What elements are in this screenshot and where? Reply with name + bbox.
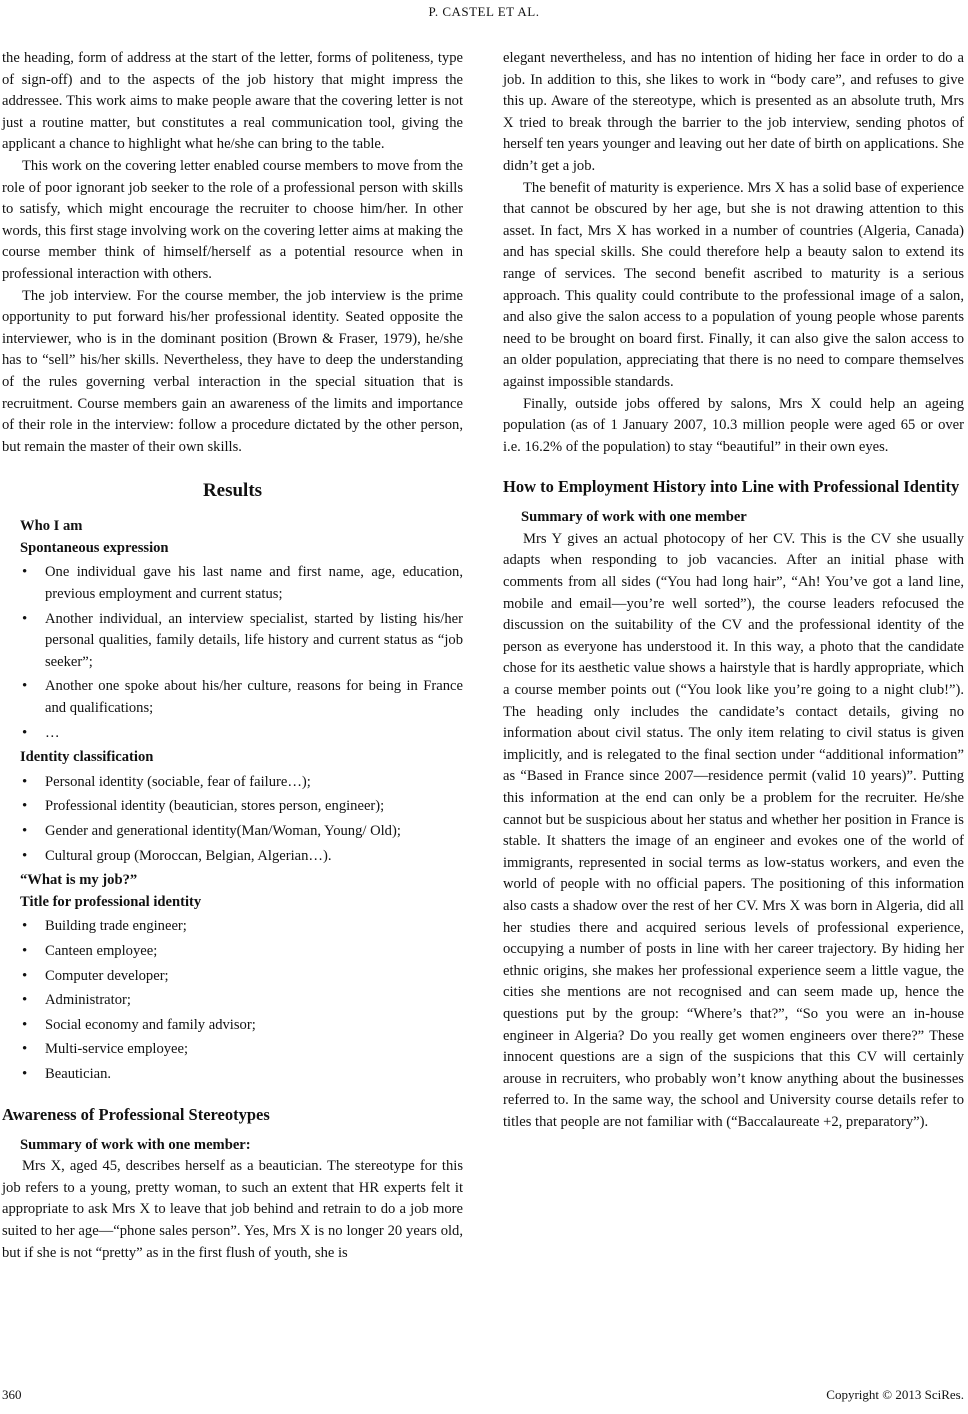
list-item: • Social economy and family advisor; [20, 1015, 463, 1037]
list-item: • Another individual, an interview specialist, started by listing his/her personal qualities, family details, life history and current status as “job seeker”; [20, 609, 463, 674]
subheading-what-is-my-job: “What is my job?” [20, 872, 138, 889]
summary-label: Summary of work with one member: [20, 1136, 251, 1153]
paragraph: Finally, outside jobs offered by salons, Mrs X could help an ageing population (as of 1 January 2007, 10.3 million people were aged 65 or over i.e. 16.2% of the population) to stay “beautiful” in their own eyes. [503, 395, 964, 455]
page-number: 360 [2, 1387, 22, 1402]
list-item: • Professional identity (beautician, stores person, engineer); [20, 796, 463, 818]
right-column [503, 48, 964, 1134]
list-item: • Another one spoke about his/her culture, reasons for being in France and qualifications; [20, 676, 463, 719]
subheading-identity-classification: Identity classification [20, 749, 154, 766]
list-item: • Cultural group (Moroccan, Belgian, Algerian…). [20, 846, 463, 868]
list-item: • Beautician. [20, 1064, 463, 1086]
list-item: • Administrator; [20, 990, 463, 1012]
list-item: • Gender and generational identity(Man/Woman, Young/ Old); [20, 821, 463, 843]
identity-list [2, 772, 463, 867]
list-item: • Multi-service employee; [20, 1039, 463, 1061]
paragraph: This work on the covering letter enabled course members to move from the role of poor ignorant job seeker to the role of a professional person with skills to satisfy, which might encourage the recruiter to choose him/her. In other words, this first stage involving work on the covering letter aims at making the course member think of himself/herself as a potential resource when in professional interaction with others. [2, 157, 463, 282]
summary-label: Summary of work with one member [521, 509, 747, 526]
list-item: • … [20, 723, 463, 745]
paragraph: The benefit of maturity is experience. Mrs X has a solid base of experience that cannot be obscured by her age, but she is not drawing attention to this asset. In fact, Mrs X has worked in a number of countries (Algeria, Canada) and has special skills. She could therefore help a beauty salon to extend its range of services. The second benefit ascribed to maturity is a serious approach. This quality could contribute to the professional image of a salon, and also give the salon access to a population of young people whose parents need to be brought on board first. Finally, it can also give the salon access to an older population, appreciating that there is no need to compare themselves against impossible standards. [503, 179, 964, 390]
paragraph: Mrs X, aged 45, describes herself as a beautician. The stereotype for this job refers to a young, pretty woman, to such an extent that HR experts felt it appropriate to ask Mrs X to leave that job behind and retrain to do a job more suited to her age—“phone sales person”. Yes, Mrs X is no longer 20 years old, but if she is not “pretty” as in the first flush of youth, she is [2, 1158, 463, 1261]
running-head: P. CASTEL ET AL. [428, 4, 540, 19]
subheading-title-professional-identity: Title for professional identity [20, 893, 202, 910]
paragraph: the heading, form of address at the start of the letter, forms of politeness, type of sign-off) and to the aspects of the job history that might impress the addressee. This work aims to make people aware that the covering letter is not just a routine matter, but constitutes a real communication tool, giving the applicant a chance to highlight what he/she can bring to the table. [2, 50, 463, 153]
spontaneous-list [2, 562, 463, 744]
paragraph: elegant nevertheless, and has no intention of hiding her face in order to do a job. In addition to this, she likes to work in “body care”, and refuses to give this up. Aware of the stereotype, which is presented as an absolute truth, Mrs X tried to break through the barrier to the job interview, sending photos of herself ten years younger and leaving out her date of birth on applications. She didn’t get a job. [503, 50, 964, 174]
list-item: • Building trade engineer; [20, 916, 463, 938]
subheading-who-i-am: Who I am [20, 518, 83, 535]
section-heading-employment-history: How to Employment History into Line with Professional Identity [503, 477, 960, 497]
section-heading-stereotypes: Awareness of Professional Stereotypes [2, 1104, 270, 1124]
results-heading: Results [202, 480, 263, 502]
paragraph: The job interview. For the course member, the job interview is the prime opportunity to put forward his/her professional identity. Seated opposite the interviewer, who is in the dominant position (Brown & Fraser, 1979), he/she has to “sell” his/her skills. Nevertheless, they have to deep the understanding of the rules governing verbal interaction in the special situation that is recruitment. Course members gain an awareness of the limits and importance of their role in the interview: follow a procedure dictated by the other person, but remain the master of their own skills. [2, 287, 463, 455]
job-list [2, 916, 463, 1085]
paragraph: Mrs Y gives an actual photocopy of her CV. This is the CV she usually adapts when responding to job vacancies. After an initial phase with comments from all sides (“You had long hair”, “Ah! You’ve got a land line, mobile and email—you’re well sorted”), the course leaders refocused the discussion on the suitability of the CV and the professional identity of the person as everyone has understood it. In this way, a photo that the candidate chose for its aesthetic value shows a hairstyle that is hardly appropriate, which a course member points out (“You look like you’re going to a night club!”). The heading only includes the candidate’s contact details, giving no information about civil status. The only item relating to civil status is given implicitly, and is relegated to the final section under “additional information” as “Based in France since 2007—residence permit (valid 10 years)”. Putting this information at the end can only be a problem for the recruiter. He/she cannot but be suspicious about her status and whether her position in France is stable. It shatters the image of an engineer and evokes one of the world of immigrants, represented in social terms as low-status workers, and even the world of people with no official papers. The positioning of this information also casts a shadow over the rest of her CV. Mrs X was born in Algeria, did all her studies there and acquired serious levels of professional experience, occupying a number of posts in line with her career trajectory. By hiding her ethnic origins, she makes her professional experience seem a little vague, the cities she mentions are not recognised and can seem made up, hence the questions put by the group: “Where’s that?”, “So you were an in-house engineer in Algeria? Do you really get women engineers over there?” These innocent questions are a sign of the suspicions that this CV will certainly arouse in recruiters, who probably won’t know anything about the businesses referred to. In the same way, the school and University course details refer to titles that people are not familiar with (“Baccalaureate +2, preparatory”). [503, 530, 964, 1130]
left-column [2, 48, 463, 1264]
list-item: • One individual gave his last name and first name, age, education, previous employment and current status; [20, 562, 463, 605]
copyright-notice: Copyright © 2013 SciRes. [826, 1387, 964, 1402]
list-item: • Personal identity (sociable, fear of failure…); [20, 772, 463, 794]
list-item: • Canteen employee; [20, 941, 463, 963]
list-item: • Computer developer; [20, 966, 463, 988]
subheading-spontaneous-expression: Spontaneous expression [20, 539, 169, 556]
